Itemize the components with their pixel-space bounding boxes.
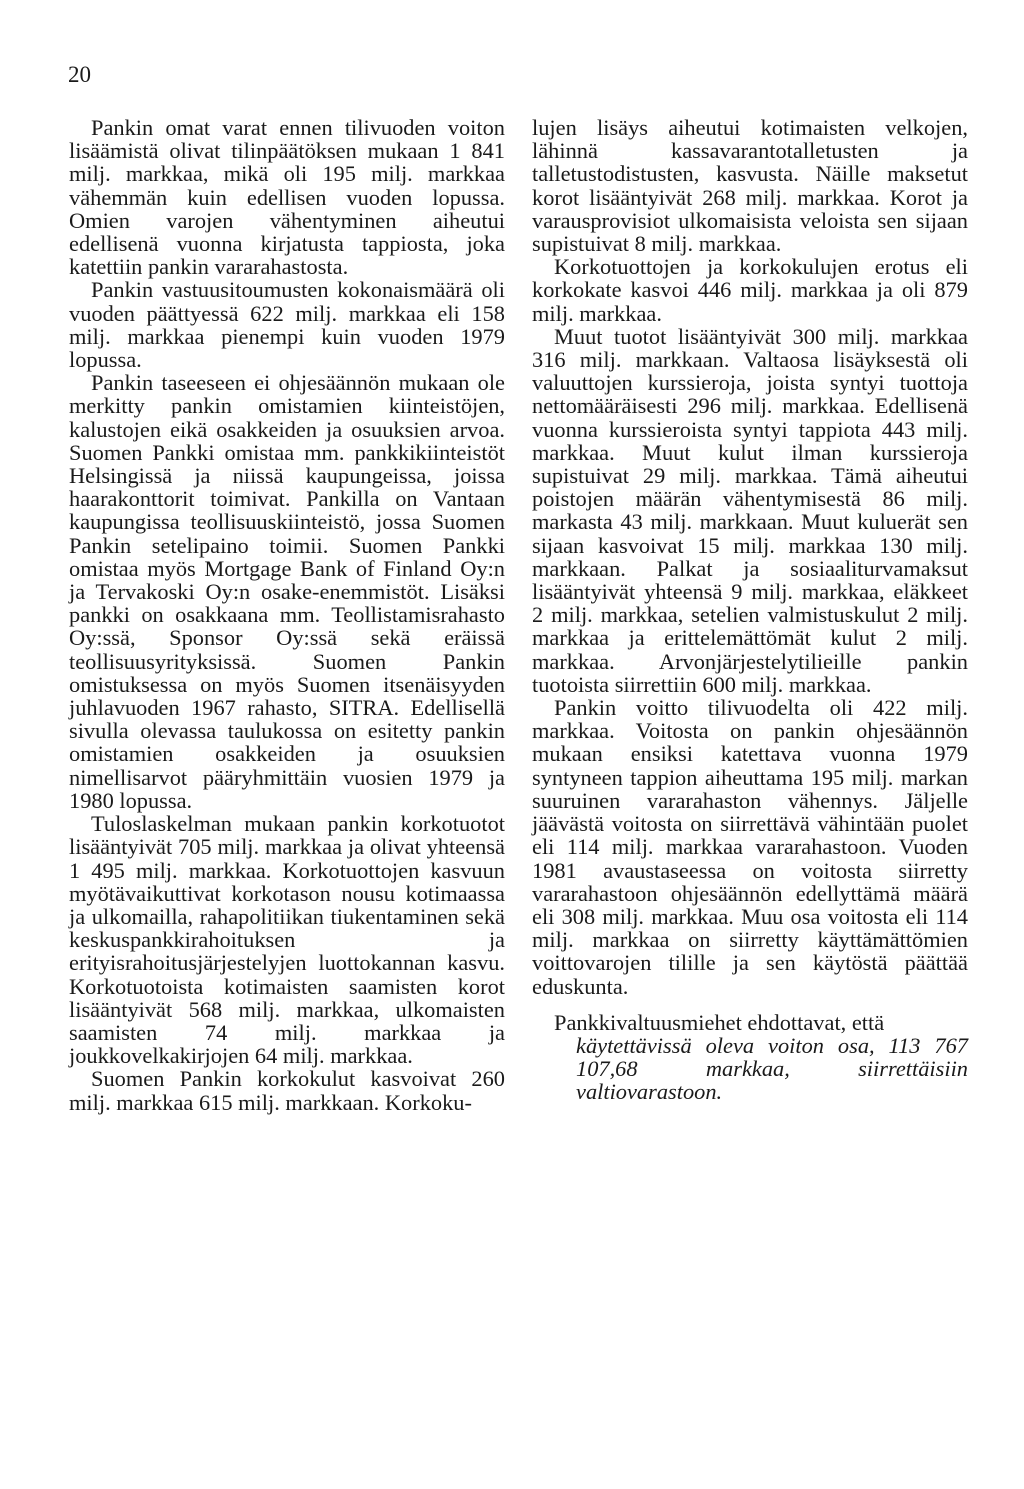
paragraph-commitments: Pankin vastuusitoumusten kokonaismäärä oli vuoden päättyessä 622 milj. markkaa eli 158 milj. markkaa pienempi kuin vuoden 1979 lopussa.: [69, 277, 505, 373]
right-column: [532, 116, 968, 1104]
paragraph-interest-costs-continued: lujen lisäys aiheutui kotimaisten velkojen, lähinnä kassavarantotalletusten ja talletustodistusten, kasvusta. Näille maksetut korot lisääntyivät 268 milj. markkaa. Korot ja varausprovisiot ulkomaisista veloista sen sijaan supistuivat 8 milj. markkaa.: [532, 115, 968, 257]
paragraph-holdings: Pankin taseeseen ei ohjesäännön mukaan ole merkitty pankin omistamien kiinteistöjen, kalustojen eikä osakkeiden ja osuuksien arvoa. Suomen Pankki omistaa mm. pankkikiinteistöt Helsingissä ja niissä kaupungeissa, joissa haarakonttorit toimivat. Pankilla on Vantaan kaupungissa teollisuuskiinteistö, jossa Suomen Pankin setelipaino toimii. Suomen Pankki omistaa myös Mortgage Bank of Finland Oy:n ja Tervakoski Oy:n osake-enemmistöt. Lisäksi pankki on osakkaana mm. Teollistamisrahasto Oy:ssä, Sponsor Oy:ssä sekä eräissä teollisuusyrityksissä. Suomen Pankin omistuksessa on myös Suomen itsenäisyyden juhlavuoden 1967 rahasto, SITRA. Edellisellä sivulla olevassa taulukossa on esitetty pankin omistamien osakkeiden ja osuuksien nimellisarvot pääryhmittäin vuosien 1979 ja 1980 lopussa.: [69, 370, 505, 813]
proposal-text: käytettävissä oleva voiton osa, 113 767 107,68 markkaa, siirrettäisiin valtiovarastoon.: [576, 1032, 968, 1105]
paragraph-interest-margin: Korkotuottojen ja korkokulujen erotus eli korkokate kasvoi 446 milj. markkaa ja oli 879 milj. markkaa.: [532, 254, 968, 326]
paragraph-other-income: Muut tuotot lisääntyivät 300 milj. markkaa 316 milj. markkaan. Valtaosa lisäyksestä oli valuuttojen kurssieroja, joista syntyi tuottoja nettomääräisesti 296 milj. markkaa. Edellisenä vuonna kurssieroista syntyi tappiota 443 milj. markkaa. Muut kulut ilman kurssieroja supistuivat 29 milj. markkaa. Tämä aiheutui poistojen määrän vähentymisestä 86 milj. markasta 43 milj. markkaan. Muut kuluerät sen sijaan kasvoivat 15 milj. markkaa 130 milj. markkaan. Palkat ja sosiaaliturvamaksut lisääntyivät yhteensä 9 milj. markkaa, eläkkeet 2 milj. markkaa, setelien valmistuskulut 2 milj. markkaa ja erittelemättömät kulut 2 milj. markkaa. Arvonjärjestelytilieille pankin tuotoista siirrettiin 600 milj. markkaa.: [532, 323, 968, 697]
paragraph-interest-costs: Suomen Pankin korkokulut kasvoivat 260 milj. markkaa 615 milj. markkaan. Korkoku-: [69, 1066, 505, 1115]
left-column: [69, 116, 505, 1114]
paragraph-interest-income: Tuloslaskelman mukaan pankin korkotuotot lisääntyivät 705 milj. markkaa ja olivat yhteensä 1 495 milj. markkaa. Korkotuottojen kasvuun myötävaikuttivat korkotason nousu kotimaassa ja ulkomailla, rahapolitiikan tiukentaminen sekä keskuspankkirahoituksen ja erityisrahoitusjärjestelyjen luottokannan kasvu. Korkotuotoista kotimaisten saamisten korot lisääntyivät 568 milj. markkaa, ulkomaisten saamisten 74 milj. markkaa ja joukkovelkakirjojen 64 milj. markkaa.: [69, 811, 505, 1069]
paragraph-own-funds: Pankin omat varat ennen tilivuoden voiton lisäämistä olivat tilinpäätöksen mukaan 1 841 milj. markkaa, mikä oli 195 milj. markkaa vähemmän kuin edellisen vuoden lopussa. Omien varojen vähentyminen aiheutui edellisenä vuonna kirjatusta tappiosta, joka katettiin pankin vararahastosta.: [69, 115, 505, 280]
page-number: 20: [68, 62, 91, 87]
proposal-intro: Pankkivaltuusmiehet ehdottavat, että: [554, 1009, 885, 1035]
paragraph-profit: Pankin voitto tilivuodelta oli 422 milj. markkaa. Voitosta on pankin ohjesäännön mukaan ensiksi katettava vuonna 1979 syntyneen tappion aiheuttama 195 milj. markan suuruinen vararahaston vähennys. Jäljelle jäävästä voitosta on siirrettävä vähintään puolet eli 114 milj. markkaa vararahastoon. Vuoden 1981 avaustaseessa on voitosta siirretty vararahastoon ohjesäännön edellyttämä määrä eli 308 milj. markkaa. Muu osa voitosta eli 114 milj. markkaa on siirretty käyttämättömien voittovarojen tilille ja sen käytöstä päättää eduskunta.: [532, 695, 968, 999]
